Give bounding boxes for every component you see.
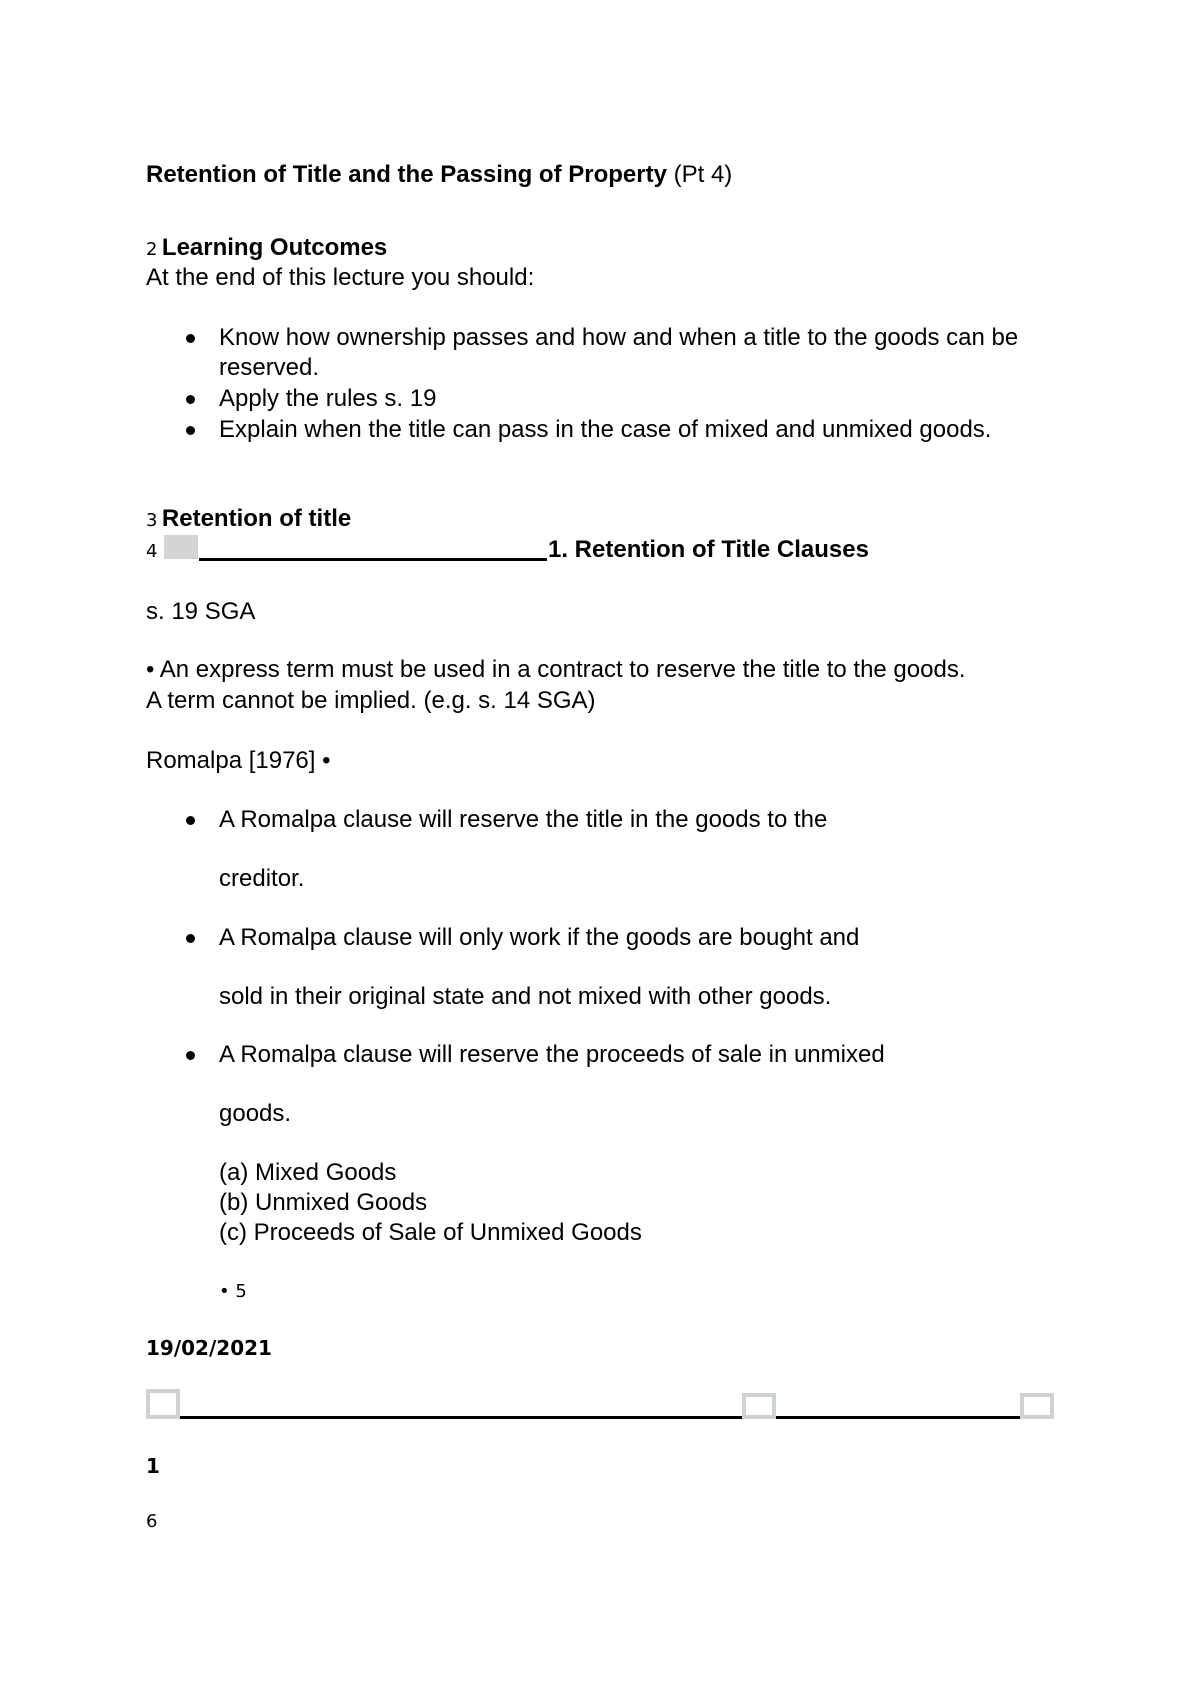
footer-rule	[180, 1416, 742, 1419]
placeholder-box	[1020, 1393, 1054, 1419]
goods-list-item: (c) Proceeds of Sale of Unmixed Goods	[219, 1219, 642, 1246]
slide-number: 4	[146, 541, 158, 562]
placeholder-box	[742, 1393, 776, 1419]
slide-number: 2	[146, 239, 158, 260]
goods-list-item: (a) Mixed Goods	[219, 1159, 397, 1186]
title-suffix: (Pt 4)	[666, 161, 733, 188]
heading-text: Learning Outcomes	[161, 234, 388, 261]
outcome-item: Explain when the title can pass in the case of mixed and unmixed goods.	[219, 416, 992, 443]
express-term-line: A term cannot be implied. (e.g. s. 14 SGA)	[146, 687, 596, 714]
placeholder-box	[146, 1389, 180, 1419]
intro-text: At the end of this lecture you should:	[146, 264, 535, 291]
goods-list-item: (b) Unmixed Goods	[219, 1189, 428, 1216]
romalpa-item-line: creditor.	[219, 865, 305, 892]
bullet-dot	[186, 934, 195, 943]
section-4-heading: 1. Retention of Title Clauses	[548, 536, 869, 563]
slide-5-marker: • 5	[219, 1281, 247, 1302]
bullet-dot	[186, 426, 195, 435]
bullet-dot	[186, 395, 195, 404]
romalpa-item-line: sold in their original state and not mixed with other goods.	[219, 983, 832, 1010]
slide-number: 3	[146, 510, 158, 531]
section-3-heading	[146, 504, 351, 536]
statute-reference: s. 19 SGA	[146, 598, 256, 625]
title-bold: Retention of Title and the Passing of Property	[146, 161, 667, 188]
romalpa-item-line: A Romalpa clause will reserve the proceeds of sale in unmixed	[219, 1041, 885, 1068]
outcome-item: Apply the rules s. 19	[219, 385, 437, 412]
bullet-dot	[186, 816, 195, 825]
romalpa-item-line: goods.	[219, 1100, 292, 1127]
bullet-dot	[186, 1051, 195, 1060]
case-heading: Romalpa [1976] •	[146, 747, 331, 774]
slide-6-marker: 6	[146, 1511, 158, 1532]
bullet-dot	[186, 334, 195, 343]
date-text: 19/02/2021	[146, 1336, 272, 1360]
heading-text: Retention of title	[161, 505, 352, 532]
placeholder-box	[164, 535, 198, 559]
page-number: 1	[146, 1454, 160, 1478]
romalpa-item-line: A Romalpa clause will only work if the goods are bought and	[219, 924, 860, 951]
section-2-heading	[146, 233, 387, 265]
outcome-item: Know how ownership passes and how and when a title to the goods can be reserved.	[219, 324, 1019, 381]
express-term-line: • An express term must be used in a contract to reserve the title to the goods.	[146, 656, 966, 683]
footer-rule	[776, 1416, 1020, 1419]
heading-rule	[199, 558, 547, 561]
romalpa-item-line: A Romalpa clause will reserve the title in the goods to the	[219, 806, 828, 833]
document-title	[146, 160, 732, 190]
